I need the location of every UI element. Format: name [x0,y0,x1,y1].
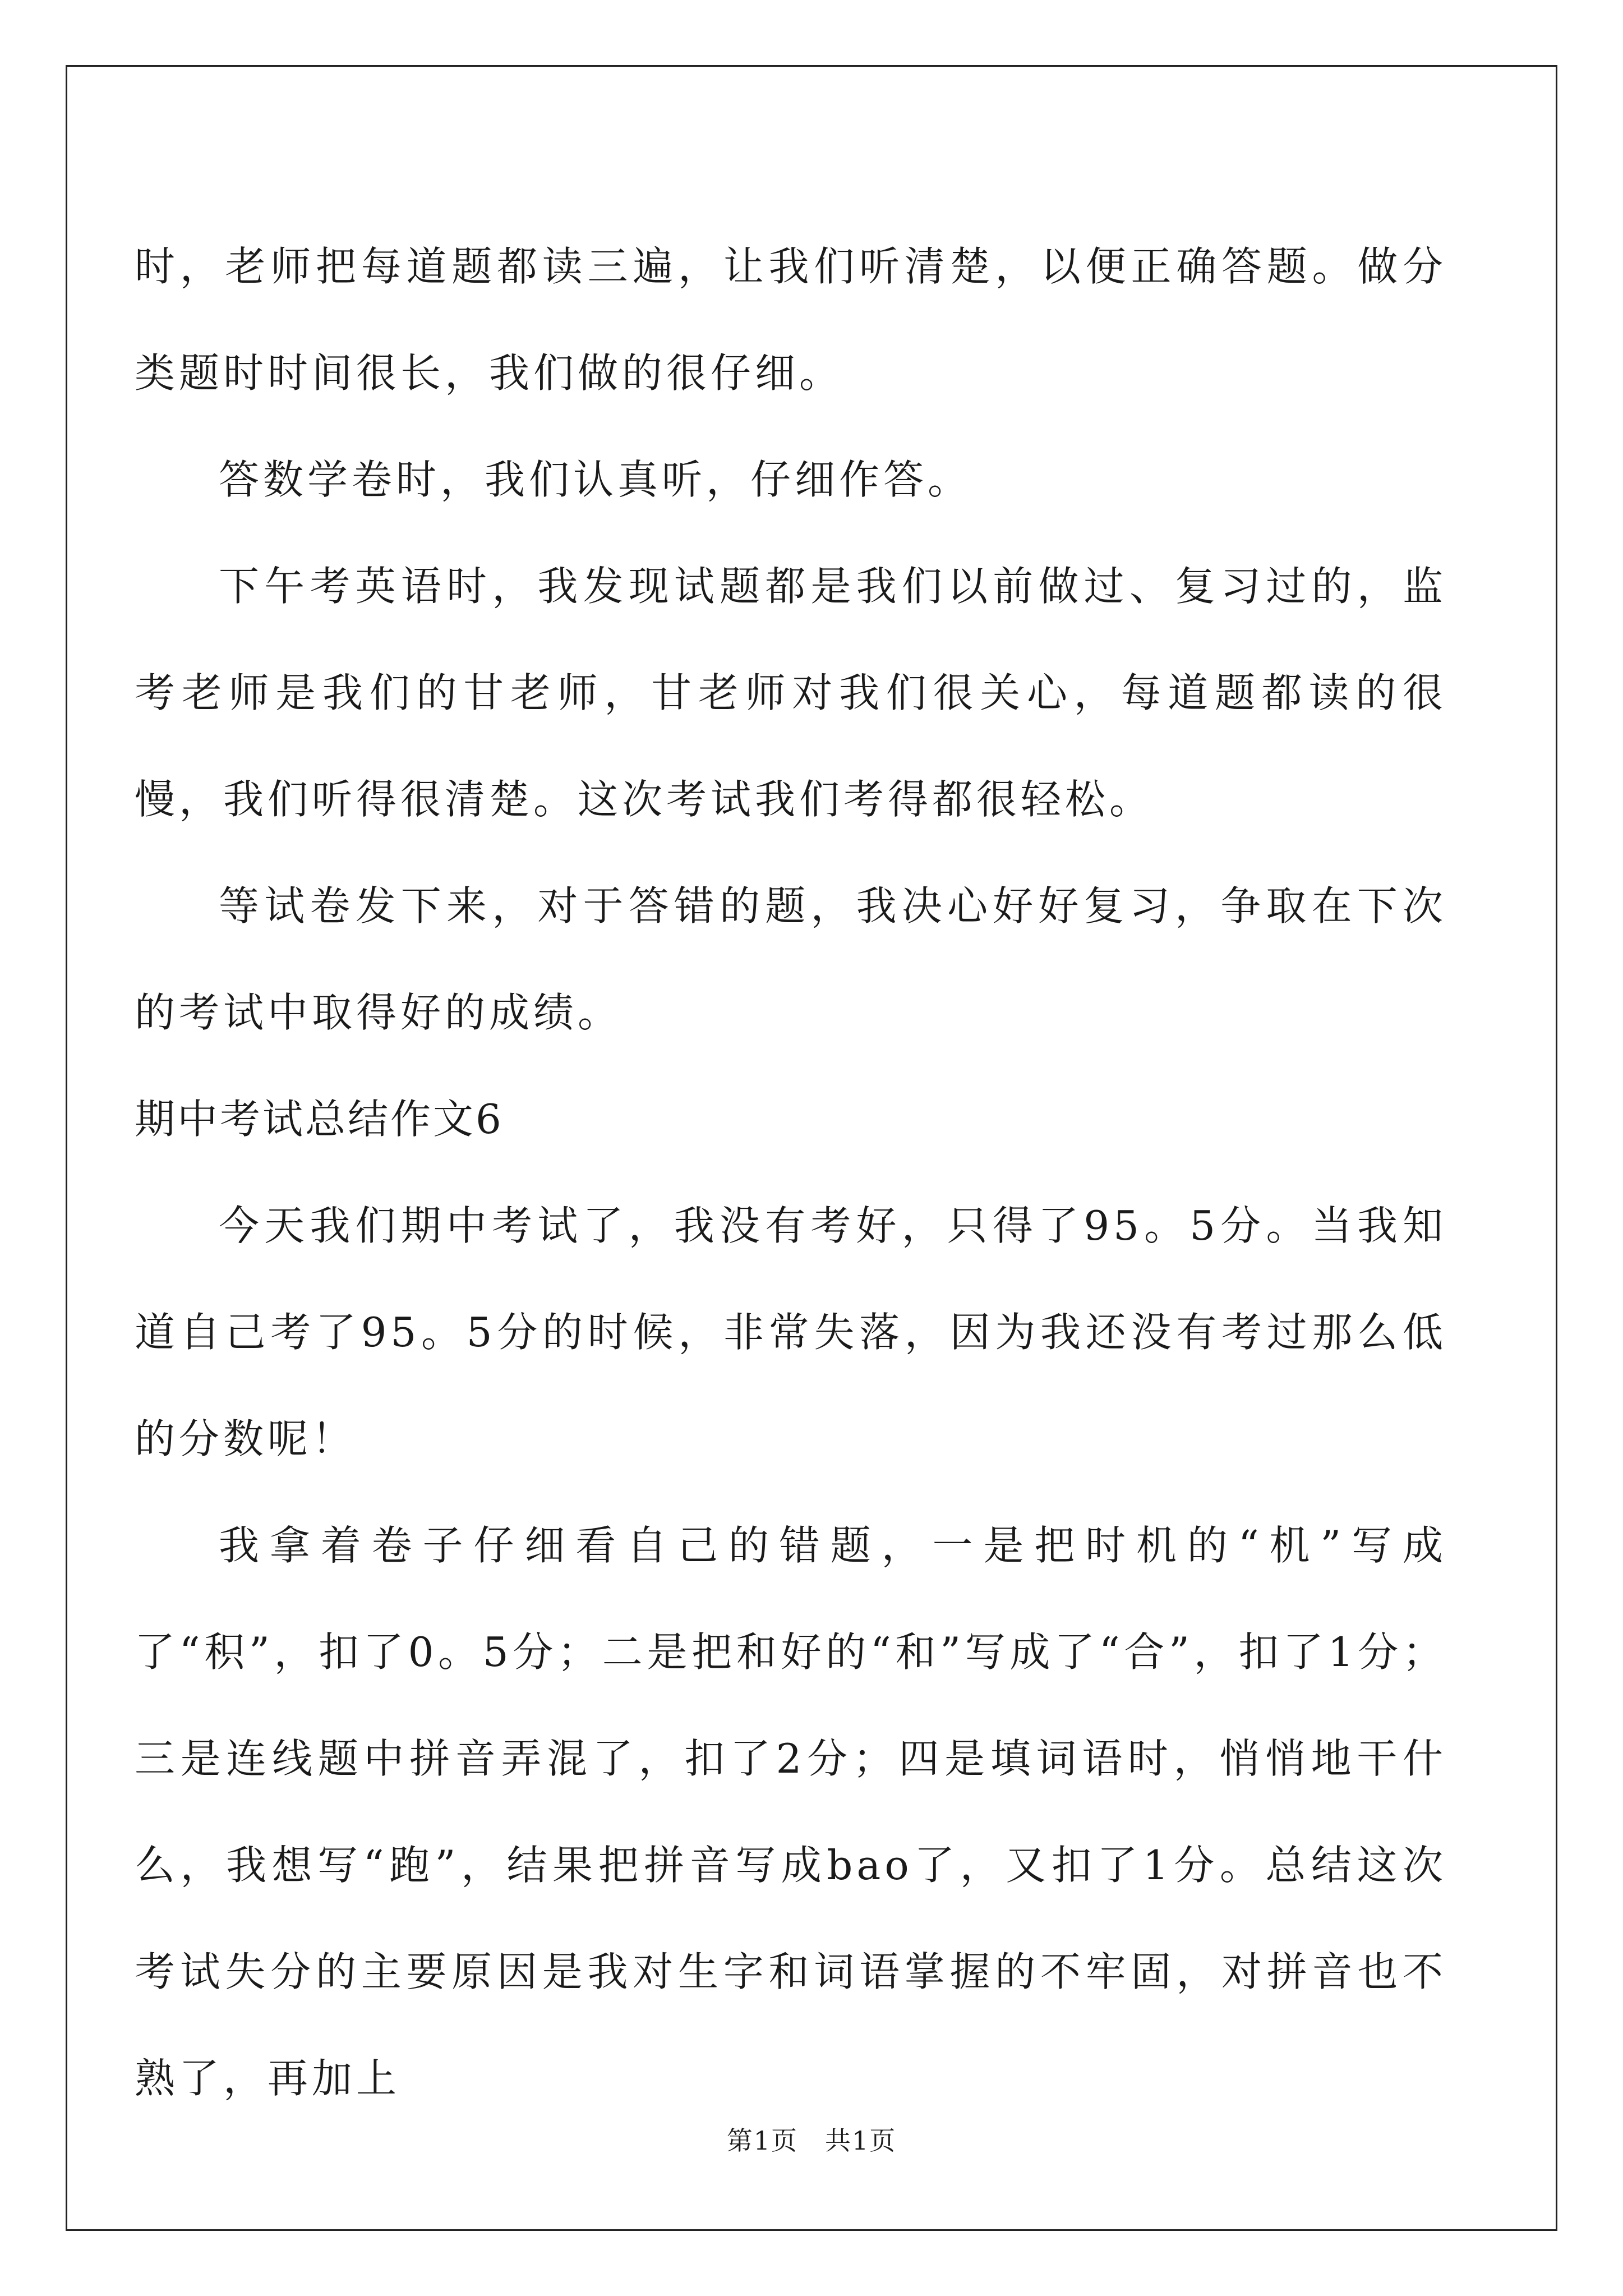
paragraph: 今天我们期中考试了，我没有考好，只得了95。5分。当我知道自己考了95。5分的时候，非常失落，因为我还没有考过那么低的分数呢！ [135,1202,1447,1462]
paragraph: 等试卷发下来，对于答错的题，我决心好好复习，争取在下次的考试中取得好的成绩。 [135,882,1447,1036]
paragraph: 下午考英语时，我发现试题都是我们以前做过、复习过的，监考老师是我们的甘老师，甘老师对我们很关心，每道题都读的很慢，我们听得很清楚。这次考试我们考得都很轻松。 [135,563,1447,823]
paragraph: 时，老师把每道题都读三遍，让我们听清楚，以便正确答题。做分类题时时间很长，我们做的很仔细。 [135,243,1447,397]
paragraph: 答数学卷时，我们认真听，仔细作答。 [219,456,972,503]
page-number-footer: 第1页 共1页 [726,2125,897,2156]
document-body [135,213,1447,2132]
section-heading: 期中考试总结作文6 [135,1096,504,1143]
paragraph: 我拿着卷子仔细看自己的错题，一是把时机的“机”写成了“积”，扣了0。5分；二是把和好的“和”写成了“合”，扣了1分；三是连线题中拼音弄混了，扣了2分；四是填词语时，悄悄地干什么，我想写“跑”，结果把拼音写成bao了，又扣了1分。总结这次考试失分的主要原因是我对生字和词语掌握的不牢固，对拼音也不熟了，再加上 [135,1522,1447,2102]
